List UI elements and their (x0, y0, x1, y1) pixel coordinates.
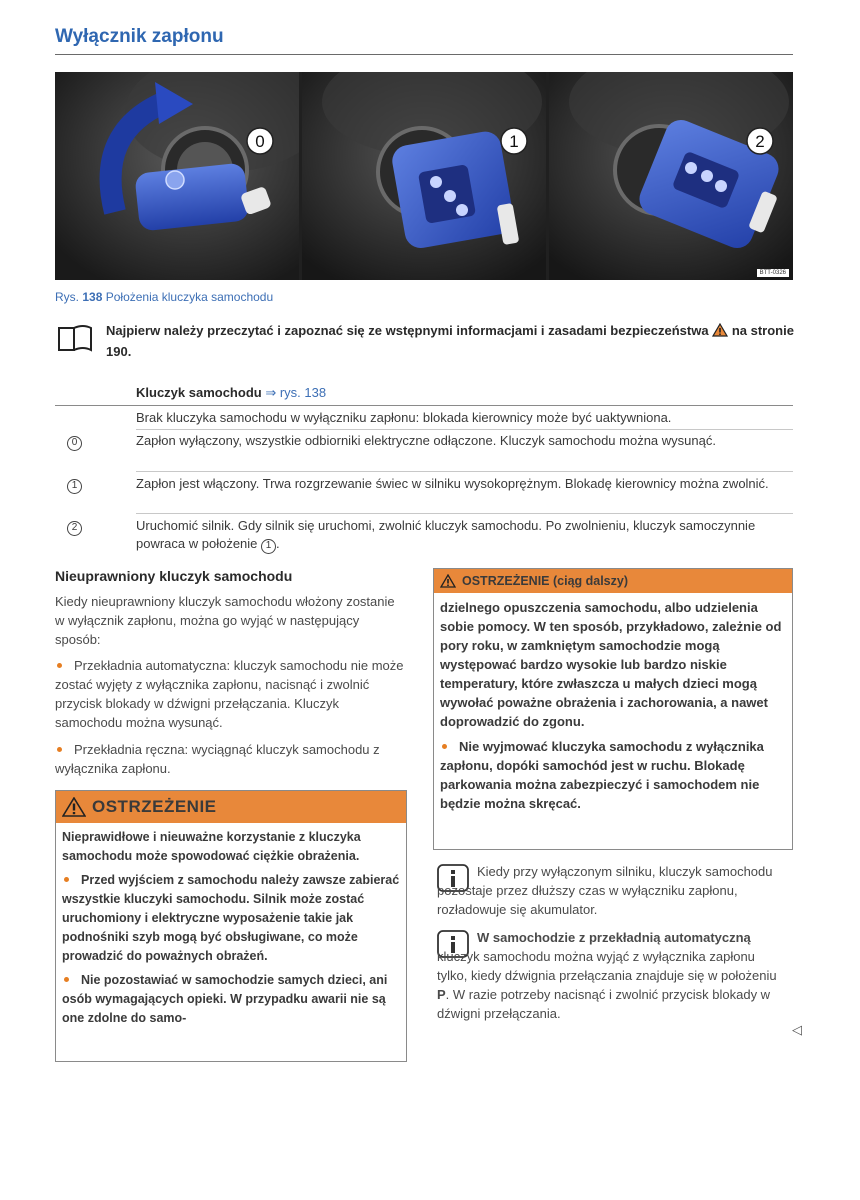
warning-intro: Nieprawidłowe i nieuważne korzystanie z kluczyka samochodu może spowodować ciężkie obrażenia. (62, 830, 361, 863)
warning-continued-header (434, 569, 792, 593)
circle-2: 2 (67, 521, 82, 536)
position-1-marker (499, 126, 529, 156)
intro-note-page-ref: na stronie 190. (106, 323, 794, 359)
circle-1: 1 (67, 479, 82, 494)
info-note-automatic (437, 928, 787, 1023)
position-row-text (136, 517, 791, 554)
title-rule (55, 54, 793, 55)
info-note-text: kluczyk samochodu można wyjąć z wyłącznika zapłonu tylko, kiedy dźwignia przełączania znajduje się w położeniu (437, 949, 777, 983)
bullet-icon (64, 877, 69, 882)
gear-position-p: P (437, 987, 446, 1002)
figure-panel-2 (549, 72, 793, 280)
intro-note (106, 320, 796, 362)
row-divider (136, 513, 793, 514)
bullet-icon (57, 747, 62, 752)
warning-triangle-icon (712, 323, 728, 337)
warning-header (56, 791, 406, 823)
position-2-symbol (67, 517, 87, 536)
warning-body (56, 823, 406, 1038)
key-section-rule (55, 405, 793, 406)
figure-key-positions (55, 72, 793, 280)
list-item (440, 737, 786, 813)
info-note-text-end: . W razie potrzeby nacisnąć i zwolnić przycisk blokady w dźwigni przełączania. (437, 987, 771, 1021)
caption-number: 138 (82, 290, 103, 304)
position-0-symbol (67, 432, 87, 451)
row-divider (136, 429, 793, 430)
position-row-text: Zapłon jest włączony. Trwa rozgrzewanie świec w silniku wysokoprężnym. Blokadę kierownicy można zwolnić. (136, 476, 769, 491)
position-2-marker (745, 126, 775, 156)
row-2-text-end: . (276, 536, 280, 551)
position-row-text: Brak kluczyka samochodu w wyłączniku zapłonu: blokada kierownicy może być uaktywniona. (136, 410, 672, 425)
position-1-label: 1 (509, 132, 519, 151)
warning-continued-body (434, 593, 792, 813)
unauthorized-paragraph: Kiedy nieuprawniony kluczyk samochodu włożony zostanie w wyłącznik zapłonu, można go wyjąć w następujący sposób: (55, 594, 395, 647)
position-2-label: 2 (755, 132, 765, 151)
position-1-symbol (67, 475, 87, 494)
warning-continued-title: OSTRZEŻENIE (ciąg dalszy) (462, 574, 629, 588)
warning-icon (62, 797, 86, 817)
list-item (62, 871, 400, 966)
caption-text: Położenia kluczyka samochodu (105, 290, 274, 304)
info-note-bold: W samochodzie z przekładnią automatyczną (477, 930, 751, 945)
figure-code: BTT-0326 (757, 269, 789, 277)
list-item (55, 740, 405, 778)
unauthorized-key-heading: Nieuprawniony kluczyk samochodu (55, 568, 293, 584)
list-item (62, 971, 400, 1028)
intro-note-text: Najpierw należy przeczytać i zapoznać się ze wstępnymi informacjami i zasadami bezpieczeństwa (106, 323, 709, 338)
warning-bullet-text: Przed wyjściem z samochodu należy zawsze zabierać wszystkie kluczyki samochodu. Silnik może zostać uruchomiony i elektryczne wyposażenie takie jak podnośniki szyb mogą być obsługiwane, co może prowadzić do poważnych obrażeń. (62, 873, 400, 963)
bullet-text: Przekładnia automatyczna: kluczyk samochodu nie może zostać wyjęty z wyłącznika zapłonu, nacisnąć i zwolnić przycisk blokady w dźwigni przełączania. Kluczyk samochodu można wysunąć. (55, 658, 404, 730)
bullet-icon (64, 977, 69, 982)
figure-caption (55, 290, 273, 304)
bullet-text: Przekładnia ręczna: wyciągnąć kluczyk samochodu z wyłącznika zapłonu. (55, 742, 380, 776)
list-item (55, 656, 405, 732)
inline-circle-1: 1 (261, 539, 276, 554)
position-0-label: 0 (255, 132, 265, 151)
book-icon (57, 324, 95, 354)
end-mark-icon: ◁ (792, 1022, 802, 1037)
bullet-icon (442, 744, 447, 749)
page-title: Wyłącznik zapłonu (55, 26, 224, 47)
warning-bullet-text: Nie pozostawiać w samochodzie samych dzieci, ani osób wymagających opieki. W przypadku awarii nie są one zdolne do samo- (62, 973, 388, 1025)
warning-continued-bullet: Nie wyjmować kluczyka samochodu z wyłącznika zapłonu, dopóki samochód jest w ruchu. Blokadę parkowania można zabezpieczyć i samochodem nie będzie można skręcać. (440, 739, 764, 811)
warning-continued-box (433, 568, 793, 850)
row-2-text: Uruchomić silnik. Gdy silnik się uruchomi, zwolnić kluczyk samochodu. Po zwolnieniu, kluczyk samoczynnie powraca w położenie (136, 518, 756, 551)
key-section-title: Kluczyk samochodu (136, 385, 262, 400)
figure-panel-0 (55, 72, 299, 280)
bullet-icon (57, 663, 62, 668)
circle-0: 0 (67, 436, 82, 451)
position-0-marker (245, 126, 275, 156)
row-divider (136, 471, 793, 472)
warning-title: OSTRZEŻENIE (92, 797, 217, 816)
warning-icon (440, 574, 456, 588)
figure-ref-link[interactable]: ⇒ rys. 138 (265, 385, 327, 400)
info-note-battery: Kiedy przy wyłączonym silniku, kluczyk samochodu pozostaje przez dłuższy czas w wyłączniku zapłonu, rozładowuje się akumulator. (437, 864, 773, 917)
figure-panel-1 (302, 72, 546, 280)
position-row-text: Zapłon wyłączony, wszystkie odbiorniki elektryczne odłączone. Kluczyk samochodu można wysunąć. (136, 433, 716, 448)
caption-prefix: Rys. (55, 290, 79, 304)
warning-continued-paragraph: dzielnego opuszczenia samochodu, albo udzielenia sobie pomocy. W ten sposób, przykładowo, zależnie od pory roku, w zamkniętym samochodzie mogą występować bardzo wysokie lub bardzo niskie temperatury, które zwłaszcza u małych dzieci mogą wywołać poważne obrażenia i zachorowania, a nawet doprowadzić do zgonu. (440, 600, 782, 729)
warning-box (55, 790, 407, 1062)
key-section-heading (136, 385, 326, 401)
